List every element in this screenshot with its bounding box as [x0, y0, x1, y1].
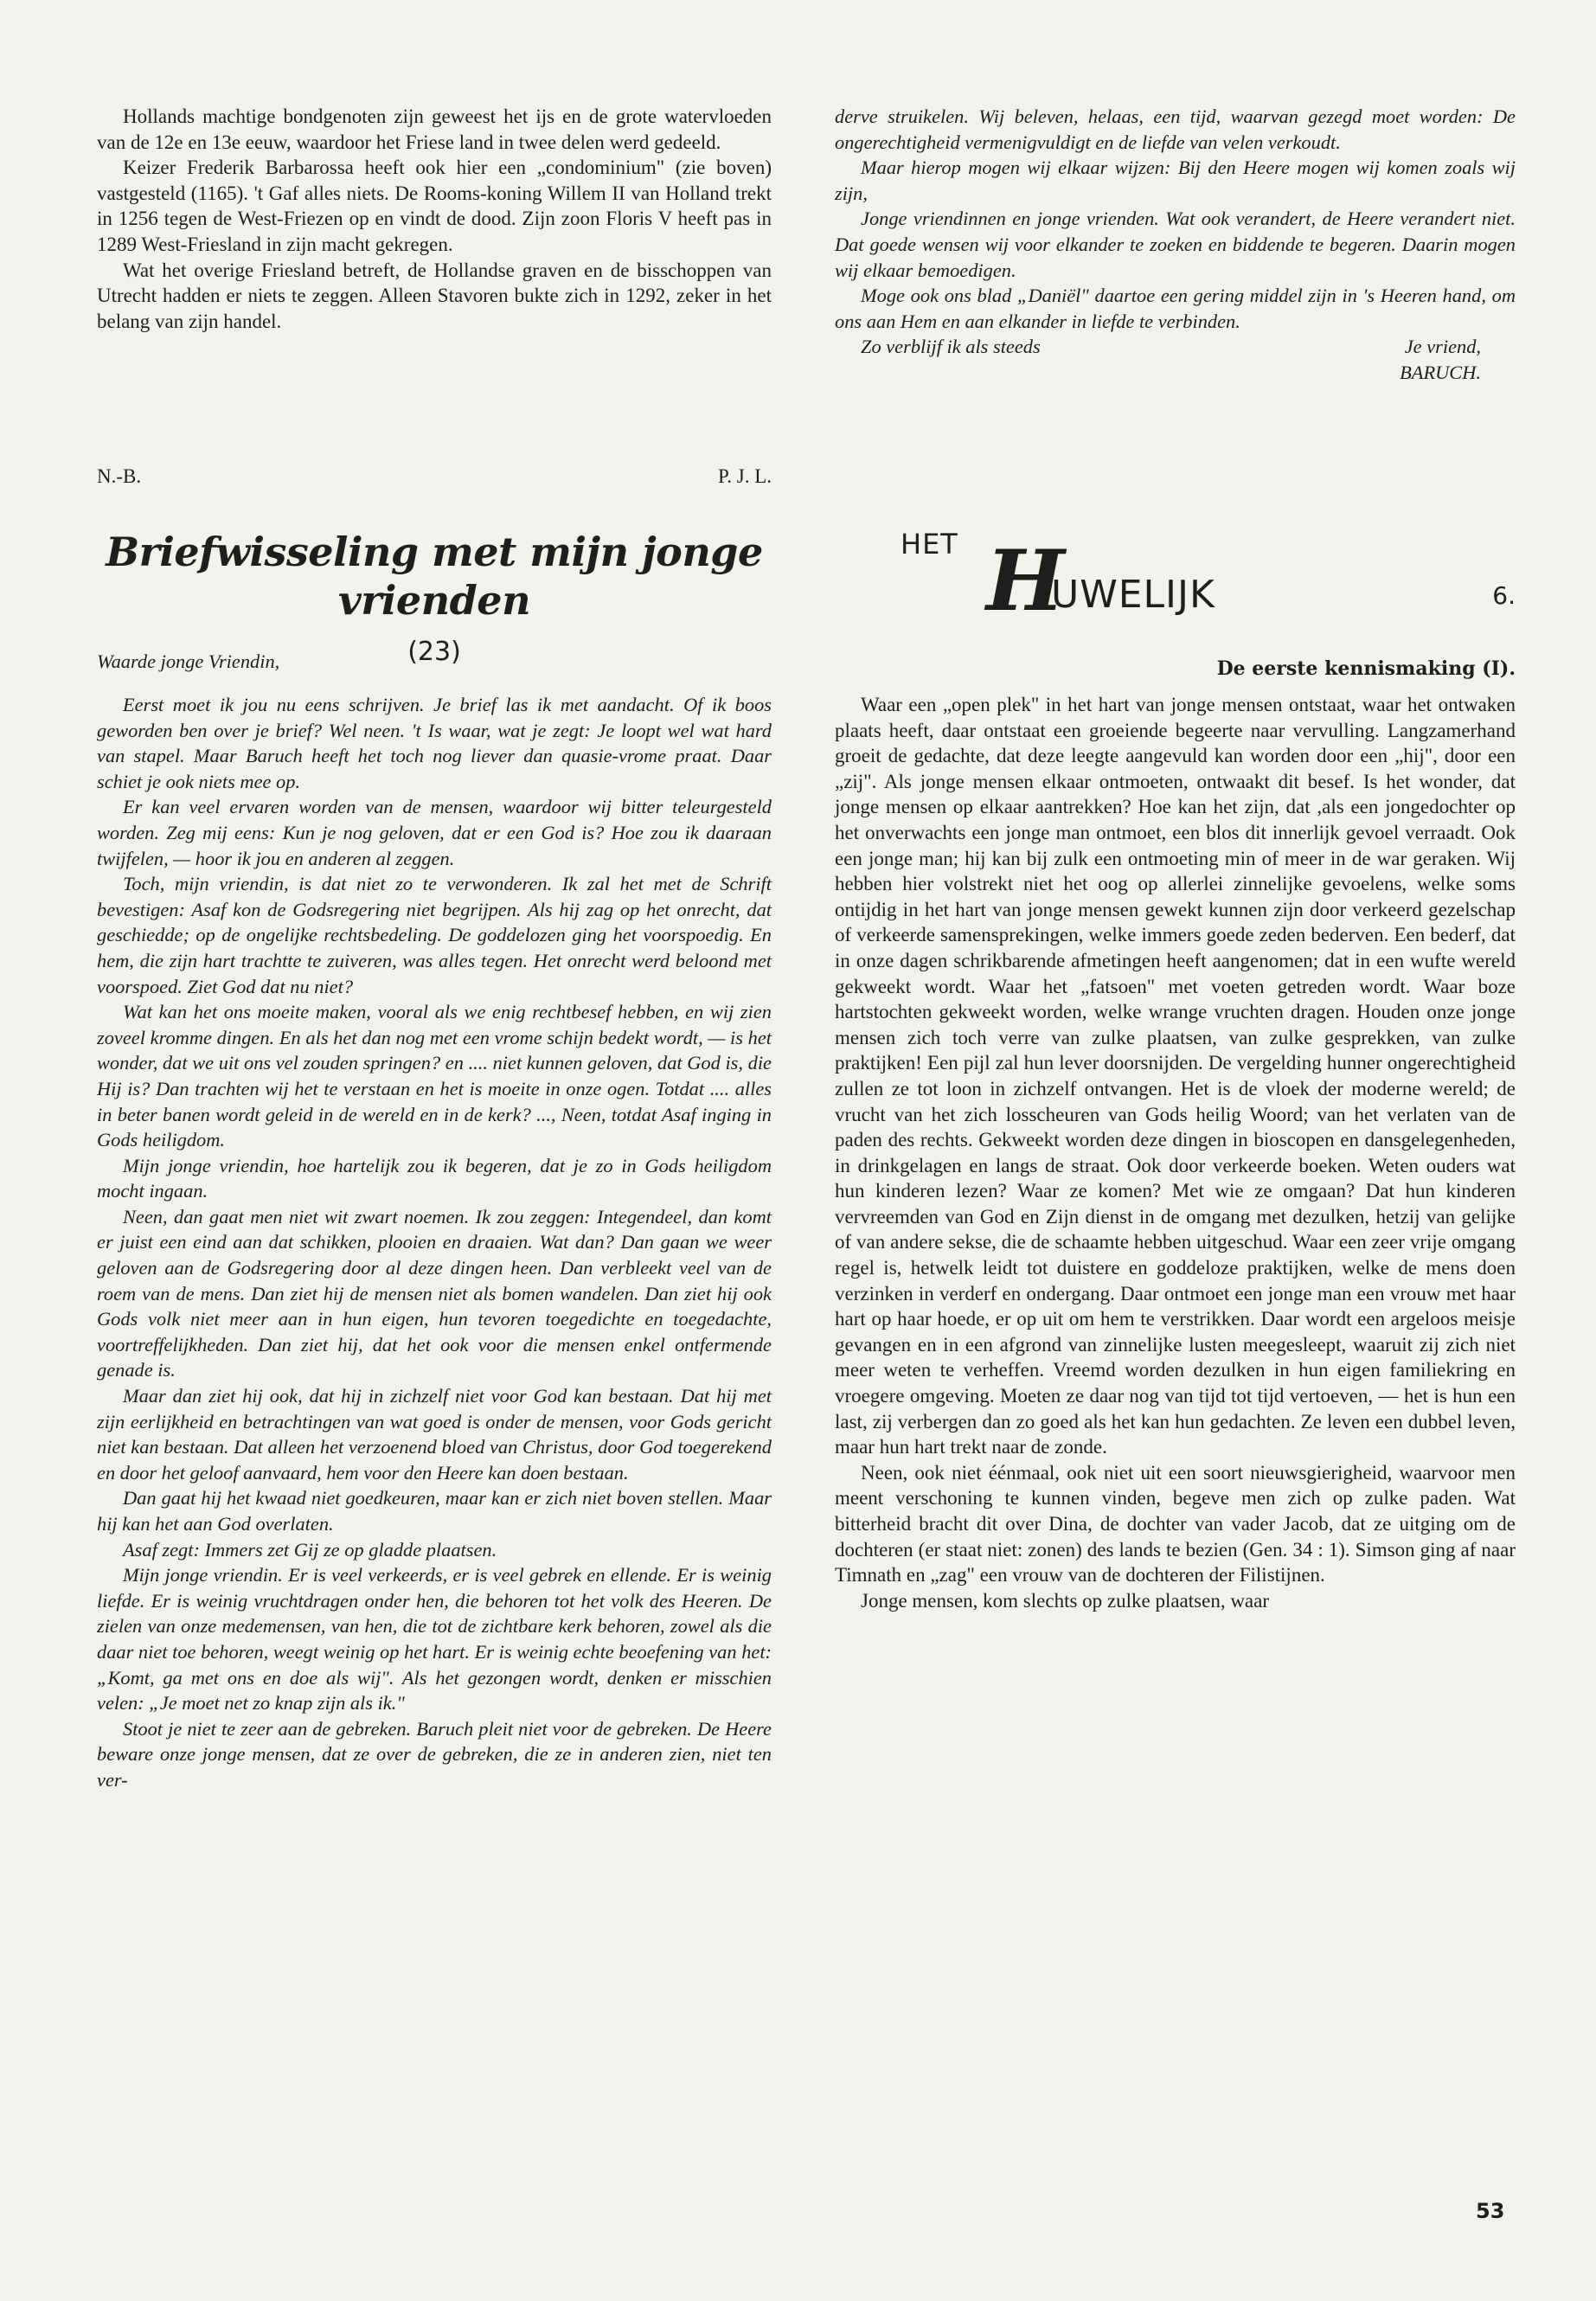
letter-salutation: Waarde jonge Vriendin,	[97, 651, 280, 672]
letter-paragraph: Maar dan ziet hij ook, dat hij in zichzelf niet voor God kan bestaan. Dat hij met zijn eerlijkheid en betrachtingen van wat goed is onder de mensen, voor Gods gericht niet kan bestaan. Dat alleen het verzoenend bloed van Christus, door God toegerekend en door het geloof aanvaard, hem voor den Heere kan doen bestaan.	[97, 1385, 772, 1484]
letter-paragraph: Moge ook ons blad „Daniël" daartoe een gering middel zijn in 's Heeren hand, om ons aan Hem en aan elkander in liefde te verbinden.	[835, 285, 1516, 332]
intro-paragraph: Wat het overige Friesland betreft, de Hollandse graven en de bisschoppen van Utrecht hadden er niets te zeggen. Alleen Stavoren bukte zich in 1292, zeker in het belang van zijn handel.	[97, 259, 772, 332]
letter-paragraph: Neen, dan gaat men niet wit zwart noemen. Ik zou zeggen: Integendeel, dan komt er juist een eind aan dat schikken, plooien en draaien. Wat dan? Dan gaan we weer geloven aan de Godsregering door al deze dingen heen. Dan verbleekt veel van de roem van de mens. Dan ziet hij de mensen niet als bomen wandelen. Dan ziet hij ook Gods volk niet meer aan in hun eigen, hun tevoren toegedichte en toegedachte, voortreffelijkheden. Dan ziet hij, dat het ook voor die mensen enkel ontfermende genade is.	[97, 1205, 772, 1381]
letter-paragraph: Jonge vriendinnen en jonge vrienden. Wat ook verandert, de Heere verandert niet. Dat goede wensen wij voor elkander te zoeken en biddende te begeren. Daarin mogen wij elkaar bemoedigen.	[835, 208, 1516, 281]
closing-line	[835, 334, 1516, 360]
intro-text	[97, 104, 772, 334]
letter-title: Briefwisseling met mijn jonge vrienden	[106, 529, 763, 624]
intro-paragraph: Hollands machtige bondgenoten zijn geweest het ijs en de grote watervloeden van de 12e en 13e eeuw, waardoor het Friese land in twee delen werd gedeeld.	[97, 106, 772, 153]
article-subheading: De eerste kennismaking (I).	[1216, 657, 1516, 680]
article-body	[835, 692, 1516, 1613]
article-subheading-block	[835, 657, 1516, 680]
article-number: 6.	[1492, 581, 1516, 610]
letter-body	[97, 692, 772, 1793]
letter-paragraph: Mijn jonge vriendin. Er is veel verkeerds, er is veel gebrek en ellende. Er is weinig liefde. Er is weinig vruchtdragen onder hen, die behoren tot het volk des Heeren. De zielen van onze medemensen, van hen, die tot de zichtbare kerk behoren, zowel als die daar niet toe behoren, weegt weinig op het hart. Er is weinig echte beoefening van het: „Komt, ga met ons en doe als wij". Als het gezongen wordt, denken er misschien velen: „Je moet net zo knap zijn als ik."	[97, 1564, 772, 1715]
letter-paragraph: Eerst moet ik jou nu eens schrijven. Je brief las ik met aandacht. Of ik boos geworden ben over je brief? Wel neen. 't Is waar, wat je zegt: Je loopt wel wat hard van stapel. Maar Baruch heeft het toch nog liever dan quasie-vrome praat. Daar schiet je ook niets mee op.	[97, 694, 772, 792]
heading-het: HET	[901, 528, 958, 561]
letter-paragraph: Toch, mijn vriendin, is dat niet zo te verwonderen. Ik zal het met de Schrift bevestigen: Asaf kon de Godsregering niet begrijpen. Als hij zag op het onrecht, dat geschiedde; op de ongelijke rechtsbedeling. De goddelozen ging het voorspoedig. En hem, die zijn hart trachtte te zuiveren, was alles tegen. Het onrecht werd beloond met voorspoed. Ziet God dat nu niet?	[97, 873, 772, 997]
closing-text: Zo verblijf ik als steeds	[861, 336, 1041, 358]
intro-signature	[97, 465, 772, 488]
letter-paragraph: derve struikelen. Wij beleven, helaas, een tijd, waarvan gezegd moet worden: De ongerechtigheid vermenigvuldigt en de liefde van velen verkoudt.	[835, 106, 1516, 153]
heading-rest: UWELIJK	[1051, 573, 1215, 617]
intro-paragraph: Keizer Frederik Barbarossa heeft ook hier een „condominium" (zie boven) vastgesteld (1165). 't Gaf alles niets. De Rooms-koning Willem II van Holland trekt in 1256 tegen de West-Friezen op en vindt de dood. Zijn zoon Floris V heeft pas in 1289 West-Friesland in zijn macht gekregen.	[97, 157, 772, 255]
letter-heading	[97, 528, 772, 667]
letter-paragraph: Wat kan het ons moeite maken, vooral als we enig rechtbesef hebben, en wij zien zoveel kromme dingen. En als het dan nog met een vrome schijn bedekt wordt, — is het wonder, dat we uit ons vel zouden springen? en .... niet kunnen geloven, dat God is, die Hij is? Dan trachten wij het te verstaan en het is moeite in onze ogen. Totdat .... alles in beter banen wordt geleid in de wereld en in de kerk? ..., Neen, totdat Asaf inging in Gods heiligdom.	[97, 1001, 772, 1151]
letter-paragraph: Dan gaat hij het kwaad niet goedkeuren, maar kan er zich niet boven stellen. Maar hij kan het aan God overlaten.	[97, 1487, 772, 1535]
letter-continuation	[835, 104, 1516, 386]
article-paragraph: Neen, ook niet éénmaal, ook niet uit een soort nieuwsgierigheid, waarvoor men meent verschoning te kunnen vinden, begeve men zich op zulke paden. Wat bitterheid bracht dit over Dina, de dochter van vader Jacob, dat ze uitging om de dochteren (er staat niet: zonen) des lands te bezien (Gen. 34 : 1). Simson ging af naar Timnath en „zag" een vrouw van de dochteren der Filistijnen.	[835, 1461, 1516, 1586]
signature: BARUCH.	[1400, 361, 1481, 383]
letter-number: (23)	[407, 637, 461, 667]
closing-right: Je vriend,	[1404, 336, 1481, 358]
letter-paragraph: Stoot je niet te zeer aan de gebreken. Baruch pleit niet voor de gebreken. De Heere beware onze jonge mensen, dat ze over de gebreken, die ze in anderen zien, niet ten ver-	[97, 1717, 772, 1791]
letter-paragraph: Er kan veel ervaren worden van de mensen, waardoor wij bitter teleurgesteld worden. Zeg mij eens: Kun je nog geloven, dat er een God is? Hoe zou ik daaraan twijfelen, — hoor ik jou en anderen al zeggen.	[97, 796, 772, 869]
page-number: 53	[1476, 2199, 1505, 2223]
article-paragraph: Waar een „open plek" in het hart van jonge mensen ontstaat, waar het ontwaken plaats heeft, daar ontstaat een groeiende begeerte naar vervulling. Langzamerhand groeit de gedachte, dat deze leegte aangevuld kan worden door een „hij", door een „zij". Als jonge mensen elkaar ontmoeten, ontwaakt dit besef. Is het wonder, dat jonge mensen op elkaar aantrekken? Hoe kan het zijn, dat ,als een jongedochter op het onverwachts een jonge man ontmoet, een blos dit innerlijk gevoel verraadt. Ook een jonge man; hij kan bij zulk een ontmoeting min of meer in de war geraken. Wij hebben hier volstrekt niet het oog op allerlei zinnelijke gevoelens, welke soms ontijdig in het hart van jonge mensen gewekt kunnen zijn door verkeerd gezelschap of verkeerde samensprekingen, welke immers goede zeden bederven. Een bederf, dat in onze dagen schrikbarende afmetingen heeft aangenomen; dat in een wufte wereld gekweekt wordt. Waar het „fatsoen" met voeten getreden wordt. Waar boze hartstochten gekweekt worden, welke wrange vruchten dragen. Houden onze jonge mensen zich toch verre van zulke plaatsen, van zulke gesprekken, van zulke praktijken! Een pijl zal hun lever doorsnijden. De vergelding hunner ongerechtigheid zullen ze tot loon in zichzelf ontvangen. Het is de vloek der moderne wereld; de vrucht van het zich losscheuren van Gods heilig Woord; van het verlaten van de paden des rechts. Gekweekt worden deze dingen in bioscopen en dansgelegenheden, in drinkgelagen en langs de straat. Ook door verkeerde boeken. Weten ouders wat hun kinderen lezen? Waar ze komen? Met wie ze omgaan? Dat hun kinderen vervreemden van God en Zijn dienst in de omgang met dezulken, hetzij van gelijke of van andere sekse, die de schaamte hebben uitgeschud. Waar een zeer vrije omgang regel is, hetwelk leidt tot duistere en goddeloze praktijken, welke de mens doen verzinken in verderf en ondergang. Daar ontmoet een jonge man een vrouw met haar hart op haar hoede, er op uit om hem te verstrikken. Daar wordt een argeloos meisje gevangen en in een afgrond van zinnelijke lusten meegesleept, waaruit zij zich niet meer weten te verheffen. Vreemd worden dezulken in hun eigen familiekring en vroegere omgeving. Moeten ze daar nog van tijd tot tijd vertoeven, — het is hun een last, zij verbergen dan zo goed als het kan hun gedachten. Ze leven een dubbel leven, maar hun hart trekt naar de zonde.	[835, 694, 1516, 1458]
letter-paragraph: Maar hierop mogen wij elkaar wijzen: Bij den Heere mogen wij komen zoals wij zijn,	[835, 157, 1516, 204]
article-heading	[835, 528, 1516, 630]
letter-paragraph: Asaf zegt: Immers zet Gij ze op gladde plaatsen.	[123, 1538, 497, 1561]
salutation	[97, 649, 772, 675]
heading-initial: H	[986, 532, 1065, 630]
article-paragraph: Jonge mensen, kom slechts op zulke plaatsen, waar	[861, 1589, 1270, 1612]
signature-right: P. J. L.	[718, 465, 772, 487]
signature-left: N.-B.	[97, 465, 142, 487]
letter-paragraph: Mijn jonge vriendin, hoe hartelijk zou ik begeren, dat je zo in Gods heiligdom mocht ingaan.	[97, 1154, 772, 1202]
